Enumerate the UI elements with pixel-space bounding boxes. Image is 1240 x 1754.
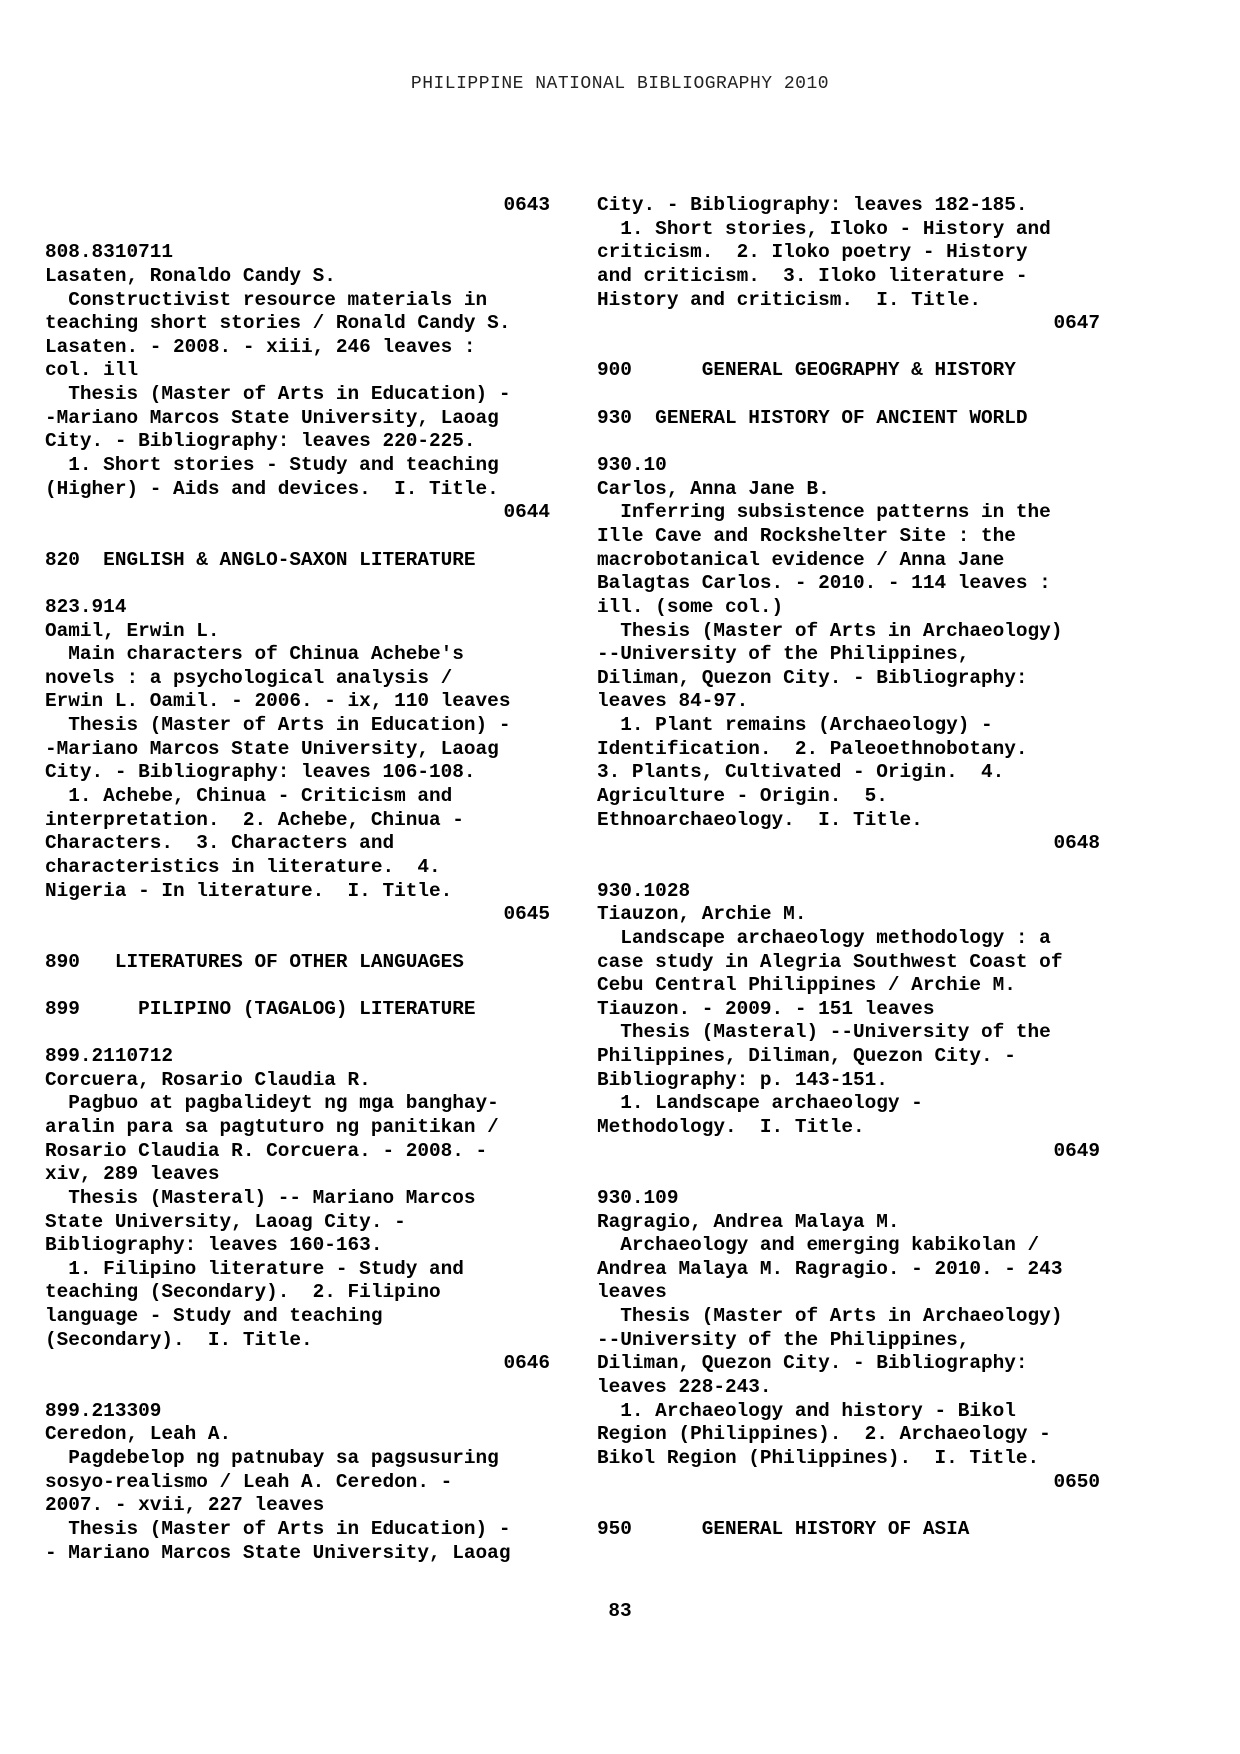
text-line: col. ill bbox=[45, 359, 139, 382]
blank-line bbox=[45, 525, 550, 549]
text-line: Thesis (Master of Arts in Education) - bbox=[45, 383, 511, 406]
text-line: Main characters of Chinua Achebe's bbox=[45, 643, 464, 666]
text-line: Archaeology and emerging kabikolan / bbox=[597, 1234, 1040, 1257]
entry-number: 0643 bbox=[503, 194, 550, 216]
entry-number: 0644 bbox=[503, 501, 550, 524]
text-line: Oamil, Erwin L. bbox=[45, 619, 220, 642]
text-line: Ille Cave and Rockshelter Site : the bbox=[597, 524, 1016, 547]
right-column bbox=[597, 194, 1100, 1542]
text-line: leaves bbox=[597, 1281, 667, 1304]
text-line: 1. Archaeology and history - Bikol bbox=[597, 1399, 1016, 1422]
text-line: aralin para sa pagtuturo ng panitikan / bbox=[45, 1115, 499, 1138]
text-line: Ceredon, Leah A. bbox=[45, 1423, 232, 1446]
text-line: interpretation. 2. Achebe, Chinua - bbox=[45, 808, 464, 831]
text-line: 899 PILIPINO (TAGALOG) LITERATURE bbox=[45, 997, 476, 1020]
text-line: teaching short stories / Ronald Candy S. bbox=[45, 312, 511, 335]
text-line: Andrea Malaya M. Ragragio. - 2010. - 243 bbox=[597, 1257, 1063, 1280]
text-line: Erwin L. Oamil. - 2006. - ix, 110 leaves bbox=[45, 690, 511, 713]
blank-line bbox=[45, 927, 550, 951]
text-line: City. - Bibliography: leaves 182-185. bbox=[597, 194, 1028, 216]
text-line: Pagbuo at pagbalideyt ng mga banghay- bbox=[45, 1092, 499, 1115]
text-line: Landscape archaeology methodology : a bbox=[597, 926, 1051, 949]
entry-number: 0647 bbox=[1053, 312, 1100, 335]
text-line: Thesis (Masteral) -- Mariano Marcos bbox=[45, 1186, 476, 1209]
text-line: teaching (Secondary). 2. Filipino bbox=[45, 1281, 441, 1304]
blank-line bbox=[597, 430, 1100, 454]
text-line: Thesis (Master of Arts in Education) - bbox=[45, 1517, 511, 1540]
text-line: ill. (some col.) bbox=[597, 595, 784, 618]
text-line: Thesis (Master of Arts in Education) - bbox=[45, 714, 511, 737]
text-line: case study in Alegria Southwest Coast of bbox=[597, 950, 1063, 973]
blank-line bbox=[597, 383, 1100, 407]
text-line: Pagdebelop ng patnubay sa pagsusuring bbox=[45, 1446, 499, 1469]
blank-line bbox=[45, 218, 550, 242]
text-line: Thesis (Master of Arts in Archaeology) bbox=[597, 619, 1063, 642]
text-line: 3. Plants, Cultivated - Origin. 4. bbox=[597, 761, 1005, 784]
entry-number: 0646 bbox=[503, 1352, 550, 1375]
text-line: Carlos, Anna Jane B. bbox=[597, 477, 830, 500]
text-line: -Mariano Marcos State University, Laoag bbox=[45, 406, 499, 429]
text-line: Cebu Central Philippines / Archie M. bbox=[597, 974, 1016, 997]
text-line: Bikol Region (Philippines). I. Title. bbox=[597, 1446, 1040, 1469]
text-line: Lasaten. - 2008. - xiii, 246 leaves : bbox=[45, 335, 476, 358]
entry-number: 0645 bbox=[503, 903, 550, 926]
text-line: macrobotanical evidence / Anna Jane bbox=[597, 548, 1005, 571]
text-line: Bibliography: p. 143-151. bbox=[597, 1068, 888, 1091]
text-line: Thesis (Master of Arts in Archaeology) bbox=[597, 1305, 1063, 1328]
text-line: 890 LITERATURES OF OTHER LANGUAGES bbox=[45, 950, 464, 973]
text-line: Rosario Claudia R. Corcuera. - 2008. - bbox=[45, 1139, 488, 1162]
text-line: 930.10 bbox=[597, 454, 667, 477]
text-line: Balagtas Carlos. - 2010. - 114 leaves : bbox=[597, 572, 1051, 595]
text-line: 1. Short stories - Study and teaching bbox=[45, 454, 499, 477]
text-line: Tiauzon, Archie M. bbox=[597, 903, 807, 926]
text-line: --University of the Philippines, bbox=[597, 1328, 970, 1351]
text-line: Lasaten, Ronaldo Candy S. bbox=[45, 264, 336, 287]
text-line: criticism. 2. Iloko poetry - History bbox=[597, 241, 1028, 264]
text-line: 900 GENERAL GEOGRAPHY & HISTORY bbox=[597, 359, 1016, 382]
text-line: 950 GENERAL HISTORY OF ASIA bbox=[597, 1517, 970, 1540]
text-line: - Mariano Marcos State University, Laoag bbox=[45, 1541, 511, 1564]
text-line: State University, Laoag City. - bbox=[45, 1210, 406, 1233]
text-line: History and criticism. I. Title. bbox=[597, 288, 981, 311]
text-line: Inferring subsistence patterns in the bbox=[597, 501, 1051, 524]
text-line: (Secondary). I. Title. bbox=[45, 1328, 313, 1351]
text-line: 1. Landscape archaeology - bbox=[597, 1092, 923, 1115]
text-line: and criticism. 3. Iloko literature - bbox=[597, 264, 1028, 287]
text-line: Diliman, Quezon City. - Bibliography: bbox=[597, 666, 1028, 689]
text-line: Bibliography: leaves 160-163. bbox=[45, 1234, 383, 1257]
text-line: Ragragio, Andrea Malaya M. bbox=[597, 1210, 900, 1233]
text-line: Methodology. I. Title. bbox=[597, 1115, 865, 1138]
text-line: 1. Achebe, Chinua - Criticism and bbox=[45, 785, 453, 808]
blank-line bbox=[597, 336, 1100, 360]
text-line: City. - Bibliography: leaves 220-225. bbox=[45, 430, 476, 453]
text-line: --University of the Philippines, bbox=[597, 643, 970, 666]
text-line: 899.2110712 bbox=[45, 1045, 173, 1068]
running-header: PHILIPPINE NATIONAL BIBLIOGRAPHY 2010 bbox=[410, 74, 830, 94]
text-line: 823.914 bbox=[45, 595, 127, 618]
text-line: 930.1028 bbox=[597, 879, 691, 902]
text-line: (Higher) - Aids and devices. I. Title. bbox=[45, 477, 499, 500]
text-line: 1. Filipino literature - Study and bbox=[45, 1257, 464, 1280]
text-line: Constructivist resource materials in bbox=[45, 288, 488, 311]
entry-number: 0649 bbox=[1053, 1139, 1100, 1162]
blank-line bbox=[597, 1494, 1100, 1518]
text-line: Tiauzon. - 2009. - 151 leaves bbox=[597, 997, 935, 1020]
text-line: City. - Bibliography: leaves 106-108. bbox=[45, 761, 476, 784]
text-line: leaves 84-97. bbox=[597, 690, 749, 713]
text-line: -Mariano Marcos State University, Laoag bbox=[45, 737, 499, 760]
text-line: 1. Plant remains (Archaeology) - bbox=[597, 714, 993, 737]
text-line: 820 ENGLISH & ANGLO-SAXON LITERATURE bbox=[45, 548, 476, 571]
page-number: 83 bbox=[608, 1600, 632, 1622]
text-line: xiv, 289 leaves bbox=[45, 1163, 220, 1186]
blank-line bbox=[597, 1163, 1100, 1187]
text-line: 808.8310711 bbox=[45, 241, 173, 264]
text-line: 2007. - xvii, 227 leaves bbox=[45, 1494, 325, 1517]
text-line: Philippines, Diliman, Quezon City. - bbox=[597, 1045, 1016, 1068]
blank-line bbox=[45, 1021, 550, 1045]
text-line: Diliman, Quezon City. - Bibliography: bbox=[597, 1352, 1028, 1375]
text-line: Nigeria - In literature. I. Title. bbox=[45, 879, 453, 902]
blank-line bbox=[45, 572, 550, 596]
text-line: Characters. 3. Characters and bbox=[45, 832, 395, 855]
entry-number: 0650 bbox=[1053, 1470, 1100, 1493]
text-line: 930.109 bbox=[597, 1186, 679, 1209]
text-line: Identification. 2. Paleoethnobotany. bbox=[597, 737, 1028, 760]
text-line: characteristics in literature. 4. bbox=[45, 855, 441, 878]
text-line: leaves 228-243. bbox=[597, 1376, 772, 1399]
text-line: 930 GENERAL HISTORY OF ANCIENT WORLD bbox=[597, 406, 1028, 429]
left-column bbox=[45, 194, 550, 1565]
text-line: sosyo-realismo / Leah A. Ceredon. - bbox=[45, 1470, 453, 1493]
text-line: 899.213309 bbox=[45, 1399, 162, 1422]
text-line: Region (Philippines). 2. Archaeology - bbox=[597, 1423, 1051, 1446]
blank-line bbox=[45, 1376, 550, 1400]
text-line: 1. Short stories, Iloko - History and bbox=[597, 217, 1051, 240]
blank-line bbox=[597, 856, 1100, 880]
text-line: novels : a psychological analysis / bbox=[45, 666, 453, 689]
text-line: Thesis (Masteral) --University of the bbox=[597, 1021, 1051, 1044]
text-line: language - Study and teaching bbox=[45, 1305, 383, 1328]
blank-line bbox=[45, 974, 550, 998]
text-line: Agriculture - Origin. 5. bbox=[597, 785, 888, 808]
text-line: Ethnoarchaeology. I. Title. bbox=[597, 808, 923, 831]
text-line: Corcuera, Rosario Claudia R. bbox=[45, 1068, 371, 1091]
entry-number: 0648 bbox=[1053, 832, 1100, 855]
